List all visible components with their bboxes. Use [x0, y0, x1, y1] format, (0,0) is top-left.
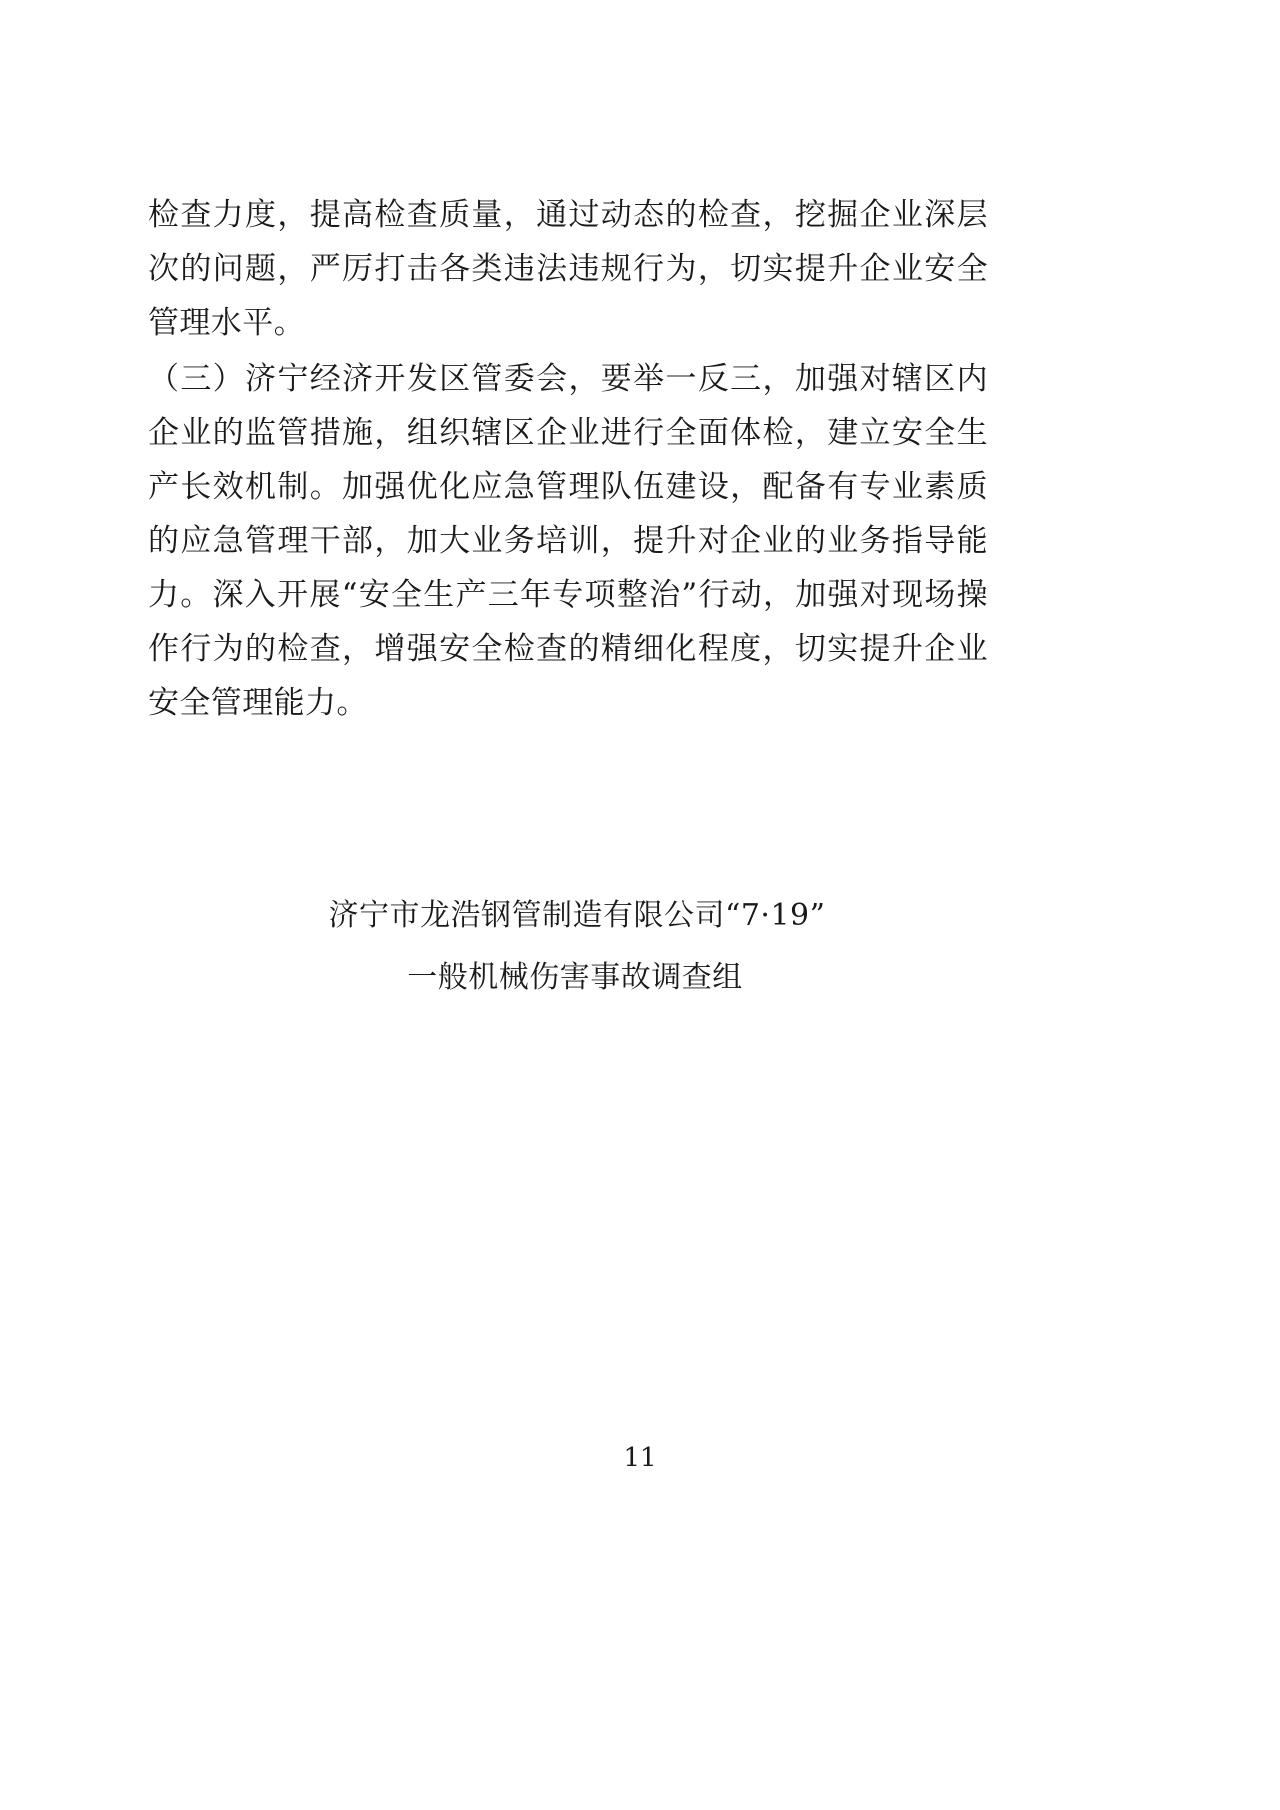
signature-block	[148, 885, 988, 1009]
paragraph-section-three: （三）济宁经济开发区管委会，要举一反三，加强对辖区内企业的监管措施，组织辖区企业进行全面体检，建立安全生产长效机制。加强优化应急管理队伍建设，配备有专业素质的应急管理干部，加大业务培训，提升对企业的业务指导能力。深入开展“安全生产三年专项整治”行动，加强对现场操作行为的检查，增强安全检查的精细化程度，切实提升企业安全管理能力。	[148, 361, 988, 721]
signature-company-line: 济宁市龙浩钢管制造有限公司“7·19”	[328, 898, 826, 933]
signature-group-line: 一般机械伤害事故调查组	[407, 960, 743, 995]
paragraph-continuation: 检查力度，提高检查质量，通过动态的检查，挖掘企业深层次的问题，严厉打击各类违法违规行为，切实提升企业安全管理水平。	[148, 197, 988, 341]
page-number: 11	[623, 1443, 657, 1473]
document-body	[148, 188, 988, 732]
